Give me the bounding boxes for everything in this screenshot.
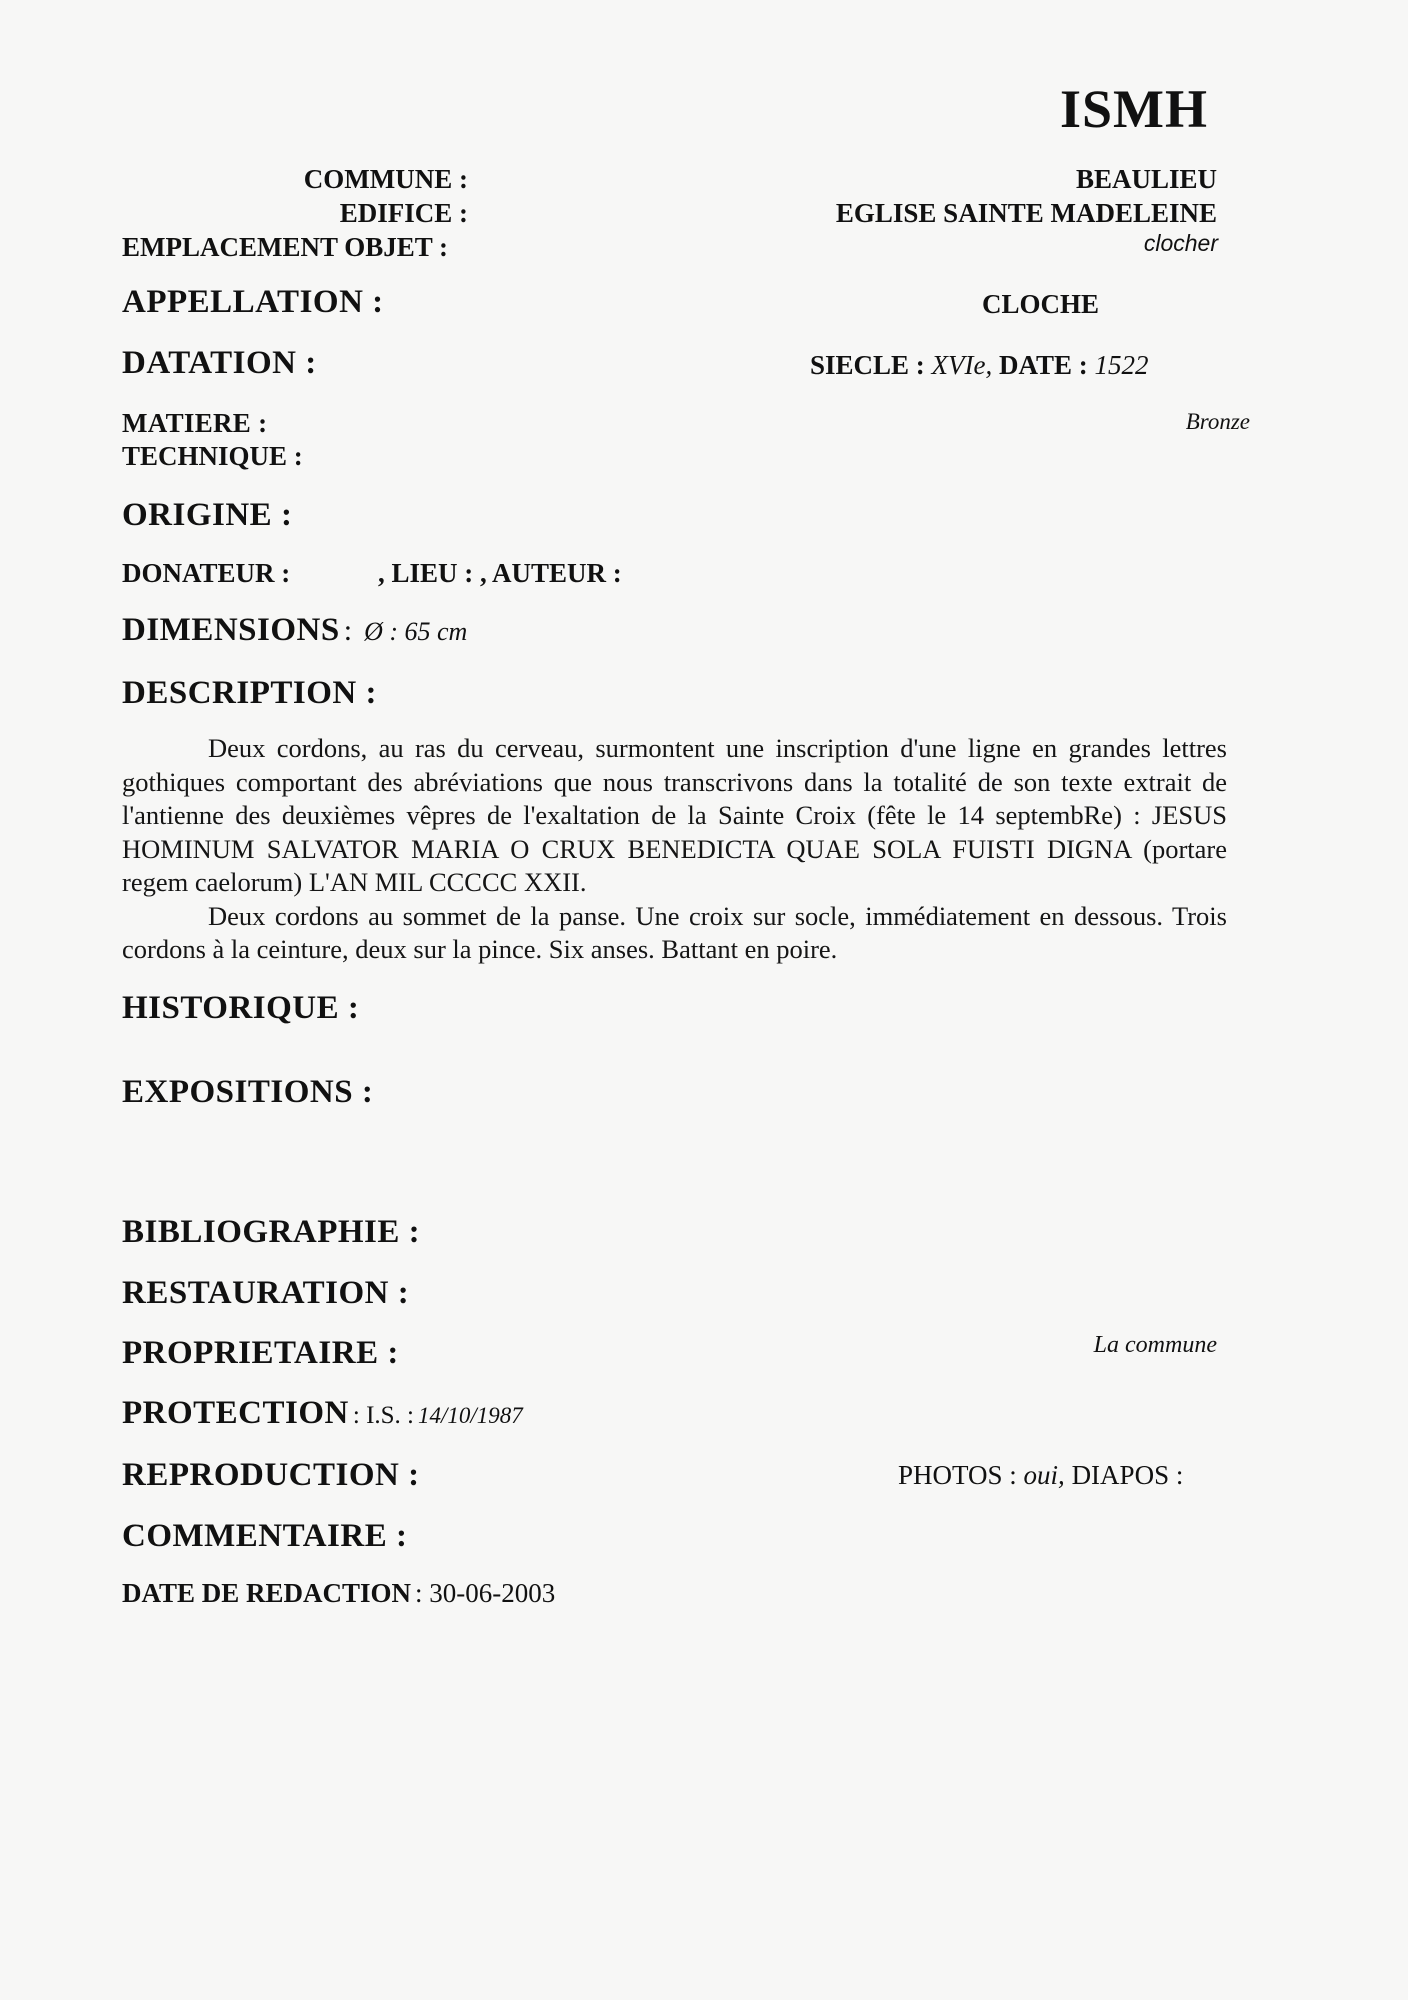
lieu-auteur-label: , LIEU : , AUTEUR : <box>378 558 622 588</box>
appellation-label: APPELLATION : <box>122 284 384 320</box>
proprietaire-label: PROPRIETAIRE : <box>122 1335 399 1371</box>
technique-label: TECHNIQUE : <box>122 441 303 471</box>
dimensions-row <box>122 612 467 649</box>
edifice-label: EDIFICE : <box>339 198 468 228</box>
bibliographie-label: BIBLIOGRAPHIE : <box>122 1214 421 1250</box>
dimensions-separator: : <box>343 614 353 647</box>
proprietaire-value: La commune <box>1093 1332 1217 1358</box>
datation-detail <box>810 350 1149 381</box>
protection-label: PROTECTION <box>122 1395 349 1431</box>
commune-label: COMMUNE : <box>303 164 468 194</box>
photos-label: PHOTOS : <box>898 1460 1017 1490</box>
protection-date: 14/10/1987 <box>418 1403 523 1428</box>
dimensions-label: DIMENSIONS <box>122 612 340 648</box>
matiere-label: MATIERE : <box>122 408 268 438</box>
diapos-label: DIAPOS : <box>1071 1460 1184 1490</box>
protection-type: : I.S. : <box>352 1402 414 1429</box>
edifice-value: EGLISE SAINTE MADELEINE <box>835 198 1217 228</box>
appellation-value: CLOCHE <box>982 289 1100 319</box>
donateur-label: DONATEUR : <box>122 558 291 588</box>
protection-row <box>122 1395 523 1432</box>
matiere-value: Bronze <box>1185 409 1250 434</box>
siecle-label: SIECLE : <box>810 350 925 380</box>
reproduction-label: REPRODUCTION : <box>122 1457 420 1493</box>
historique-label: HISTORIQUE : <box>122 990 360 1026</box>
description-label: DESCRIPTION : <box>122 675 377 711</box>
description-paragraph-1: Deux cordons, au ras du cerveau, surmontent une inscription d'une ligne en grandes lettres gothiques comportant des abréviations que nous transcrivons dans la totalité de son texte extrait de l'antienne des deuxièmes vêpres de l'exaltation de la Sainte Croix (fête le 14 septembRe) : JESUS HOMINUM SALVATOR MARIA O CRUX BENEDICTA QUAE SOLA FUISTI DIGNA (portare regem caelorum) L'AN MIL CCCCC XXII. <box>122 733 1227 897</box>
emplacement-value: clocher <box>1143 230 1218 256</box>
origine-label: ORIGINE : <box>122 497 293 533</box>
document-code: ISMH <box>1060 79 1209 139</box>
emplacement-label: EMPLACEMENT OBJET : <box>122 232 449 262</box>
restauration-label: RESTAURATION : <box>122 1275 410 1311</box>
commune-value: BEAULIEU <box>1075 164 1217 194</box>
date-value: 1522 <box>1094 350 1149 380</box>
reproduction-detail <box>898 1460 1183 1491</box>
description-paragraph-2: Deux cordons au sommet de la panse. Une croix sur socle, immédiatement en dessous. Trois cordons à la ceinture, deux sur la pince. Six anses. Battant en poire. <box>122 900 1227 964</box>
datation-label: DATATION : <box>122 345 317 381</box>
redaction-row <box>122 1578 555 1609</box>
redaction-label: DATE DE REDACTION <box>122 1578 412 1608</box>
dimensions-value: Ø : 65 cm <box>364 617 468 646</box>
description-text <box>122 732 1227 967</box>
photos-value: oui, <box>1023 1460 1065 1490</box>
date-label: DATE : <box>999 350 1088 380</box>
commentaire-label: COMMENTAIRE : <box>122 1518 408 1554</box>
siecle-value: XVIe, <box>931 350 993 380</box>
expositions-label: EXPOSITIONS : <box>122 1074 374 1110</box>
redaction-value: : 30-06-2003 <box>415 1578 556 1608</box>
